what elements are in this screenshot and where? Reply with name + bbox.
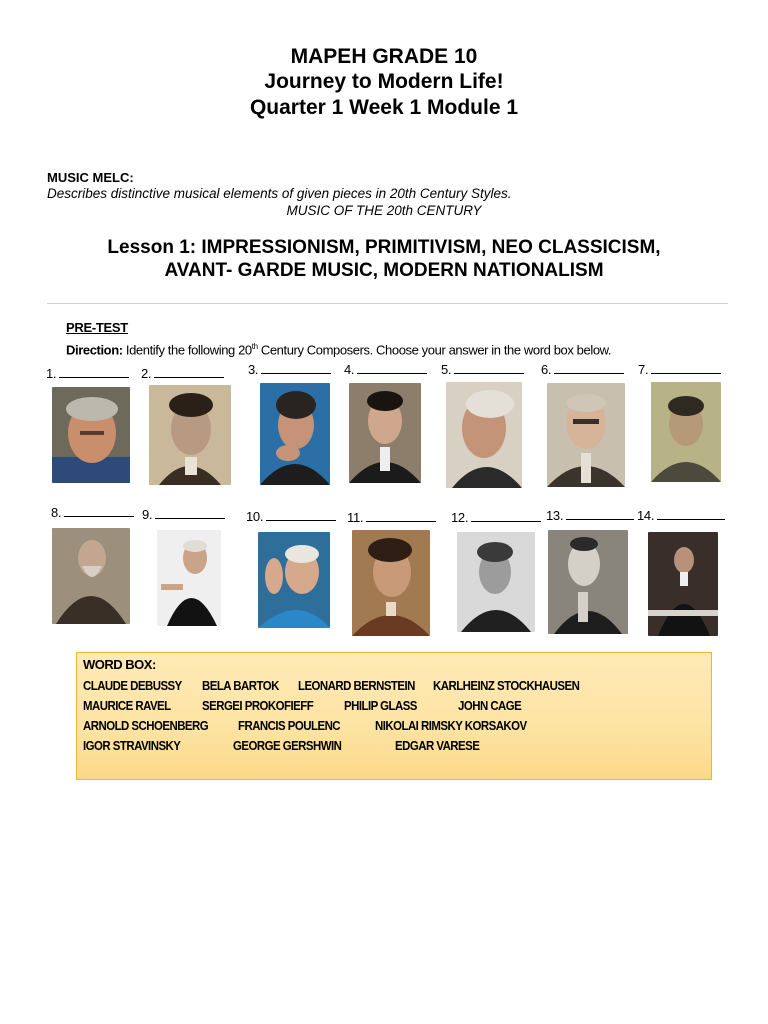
word-box-name: LEONARD BERNSTEIN (298, 678, 415, 693)
item-number-2: 2. (141, 366, 224, 381)
item-number-10: 10. (246, 509, 336, 524)
composer-photo-5 (446, 382, 522, 488)
item-number-9: 9. (142, 507, 225, 522)
answer-blank-9[interactable] (155, 507, 225, 519)
composer-photo-11 (352, 530, 430, 636)
composer-photo-12 (457, 532, 535, 632)
pretest-direction: Direction: Identify the following 20th Century Composers. Choose your answer in the word box below. (66, 342, 612, 358)
answer-blank-7[interactable] (651, 362, 721, 374)
word-box-title: WORD BOX: (83, 657, 156, 672)
composer-photo-1 (52, 387, 130, 483)
word-box-name: ARNOLD SCHOENBERG (83, 718, 209, 733)
answer-blank-5[interactable] (454, 362, 524, 374)
word-box-name: FRANCIS POULENC (238, 718, 341, 733)
item-number-7: 7. (638, 362, 721, 377)
doc-title: MAPEH GRADE 10 (290, 45, 478, 68)
word-box-name: MAURICE RAVEL (83, 698, 171, 713)
answer-blank-12[interactable] (471, 510, 541, 522)
composer-photo-6 (547, 383, 625, 487)
item-number-13: 13. (546, 508, 634, 523)
lesson-title-line2: AVANT- GARDE MUSIC, MODERN NATIONALISM (164, 260, 604, 281)
lesson-title (0, 236, 768, 282)
divider (47, 303, 728, 304)
item-number-8: 8. (51, 505, 134, 520)
melc-description: Describes distinctive musical elements of given pieces in 20th Century Styles. (47, 186, 512, 201)
answer-blank-3[interactable] (261, 362, 331, 374)
word-box-name: CLAUDE DEBUSSY (83, 678, 182, 693)
answer-blank-10[interactable] (266, 509, 336, 521)
word-box-name: PHILIP GLASS (344, 698, 417, 713)
word-box-name: EDGAR VARESE (395, 738, 480, 753)
item-number-12: 12. (451, 510, 541, 525)
word-box-name: JOHN CAGE (458, 698, 522, 713)
word-box-name: BELA BARTOK (202, 678, 279, 693)
answer-blank-14[interactable] (657, 508, 725, 520)
item-number-1: 1. (46, 366, 129, 381)
answer-blank-1[interactable] (59, 366, 129, 378)
item-number-4: 4. (344, 362, 427, 377)
answer-blank-4[interactable] (357, 362, 427, 374)
lesson-title-line1: Lesson 1: IMPRESSIONISM, PRIMITIVISM, NEO CLASSICISM, (107, 237, 661, 258)
item-number-5: 5. (441, 362, 524, 377)
item-number-6: 6. (541, 362, 624, 377)
answer-blank-13[interactable] (566, 508, 634, 520)
word-box-name: NIKOLAI RIMSKY KORSAKOV (375, 718, 527, 733)
melc-subtitle: MUSIC OF THE 20th CENTURY (286, 203, 482, 218)
word-box-name: GEORGE GERSHWIN (233, 738, 342, 753)
pretest-heading: PRE-TEST (66, 320, 128, 335)
composer-photo-7 (651, 382, 721, 482)
composer-photo-14 (648, 532, 718, 636)
item-number-3: 3. (248, 362, 331, 377)
item-number-11: 11. (347, 510, 436, 525)
composer-photo-10 (258, 532, 330, 628)
answer-blank-11[interactable] (366, 510, 436, 522)
word-box (76, 652, 712, 780)
answer-blank-2[interactable] (154, 366, 224, 378)
item-number-14: 14. (637, 508, 725, 523)
composer-photo-13 (548, 530, 628, 634)
composer-photo-4 (349, 383, 421, 483)
composer-photo-3 (260, 383, 330, 485)
answer-blank-6[interactable] (554, 362, 624, 374)
composer-photo-9 (157, 530, 221, 626)
composer-photo-8 (52, 528, 130, 624)
melc-label: MUSIC MELC: (47, 170, 134, 185)
composer-photo-2 (149, 385, 231, 485)
doc-module: Quarter 1 Week 1 Module 1 (249, 96, 519, 119)
word-box-name: SERGEI PROKOFIEFF (202, 698, 314, 713)
word-box-name: IGOR STRAVINSKY (83, 738, 181, 753)
answer-blank-8[interactable] (64, 505, 134, 517)
doc-subtitle: Journey to Modern Life! (264, 70, 504, 93)
word-box-name: KARLHEINZ STOCKHAUSEN (433, 678, 580, 693)
